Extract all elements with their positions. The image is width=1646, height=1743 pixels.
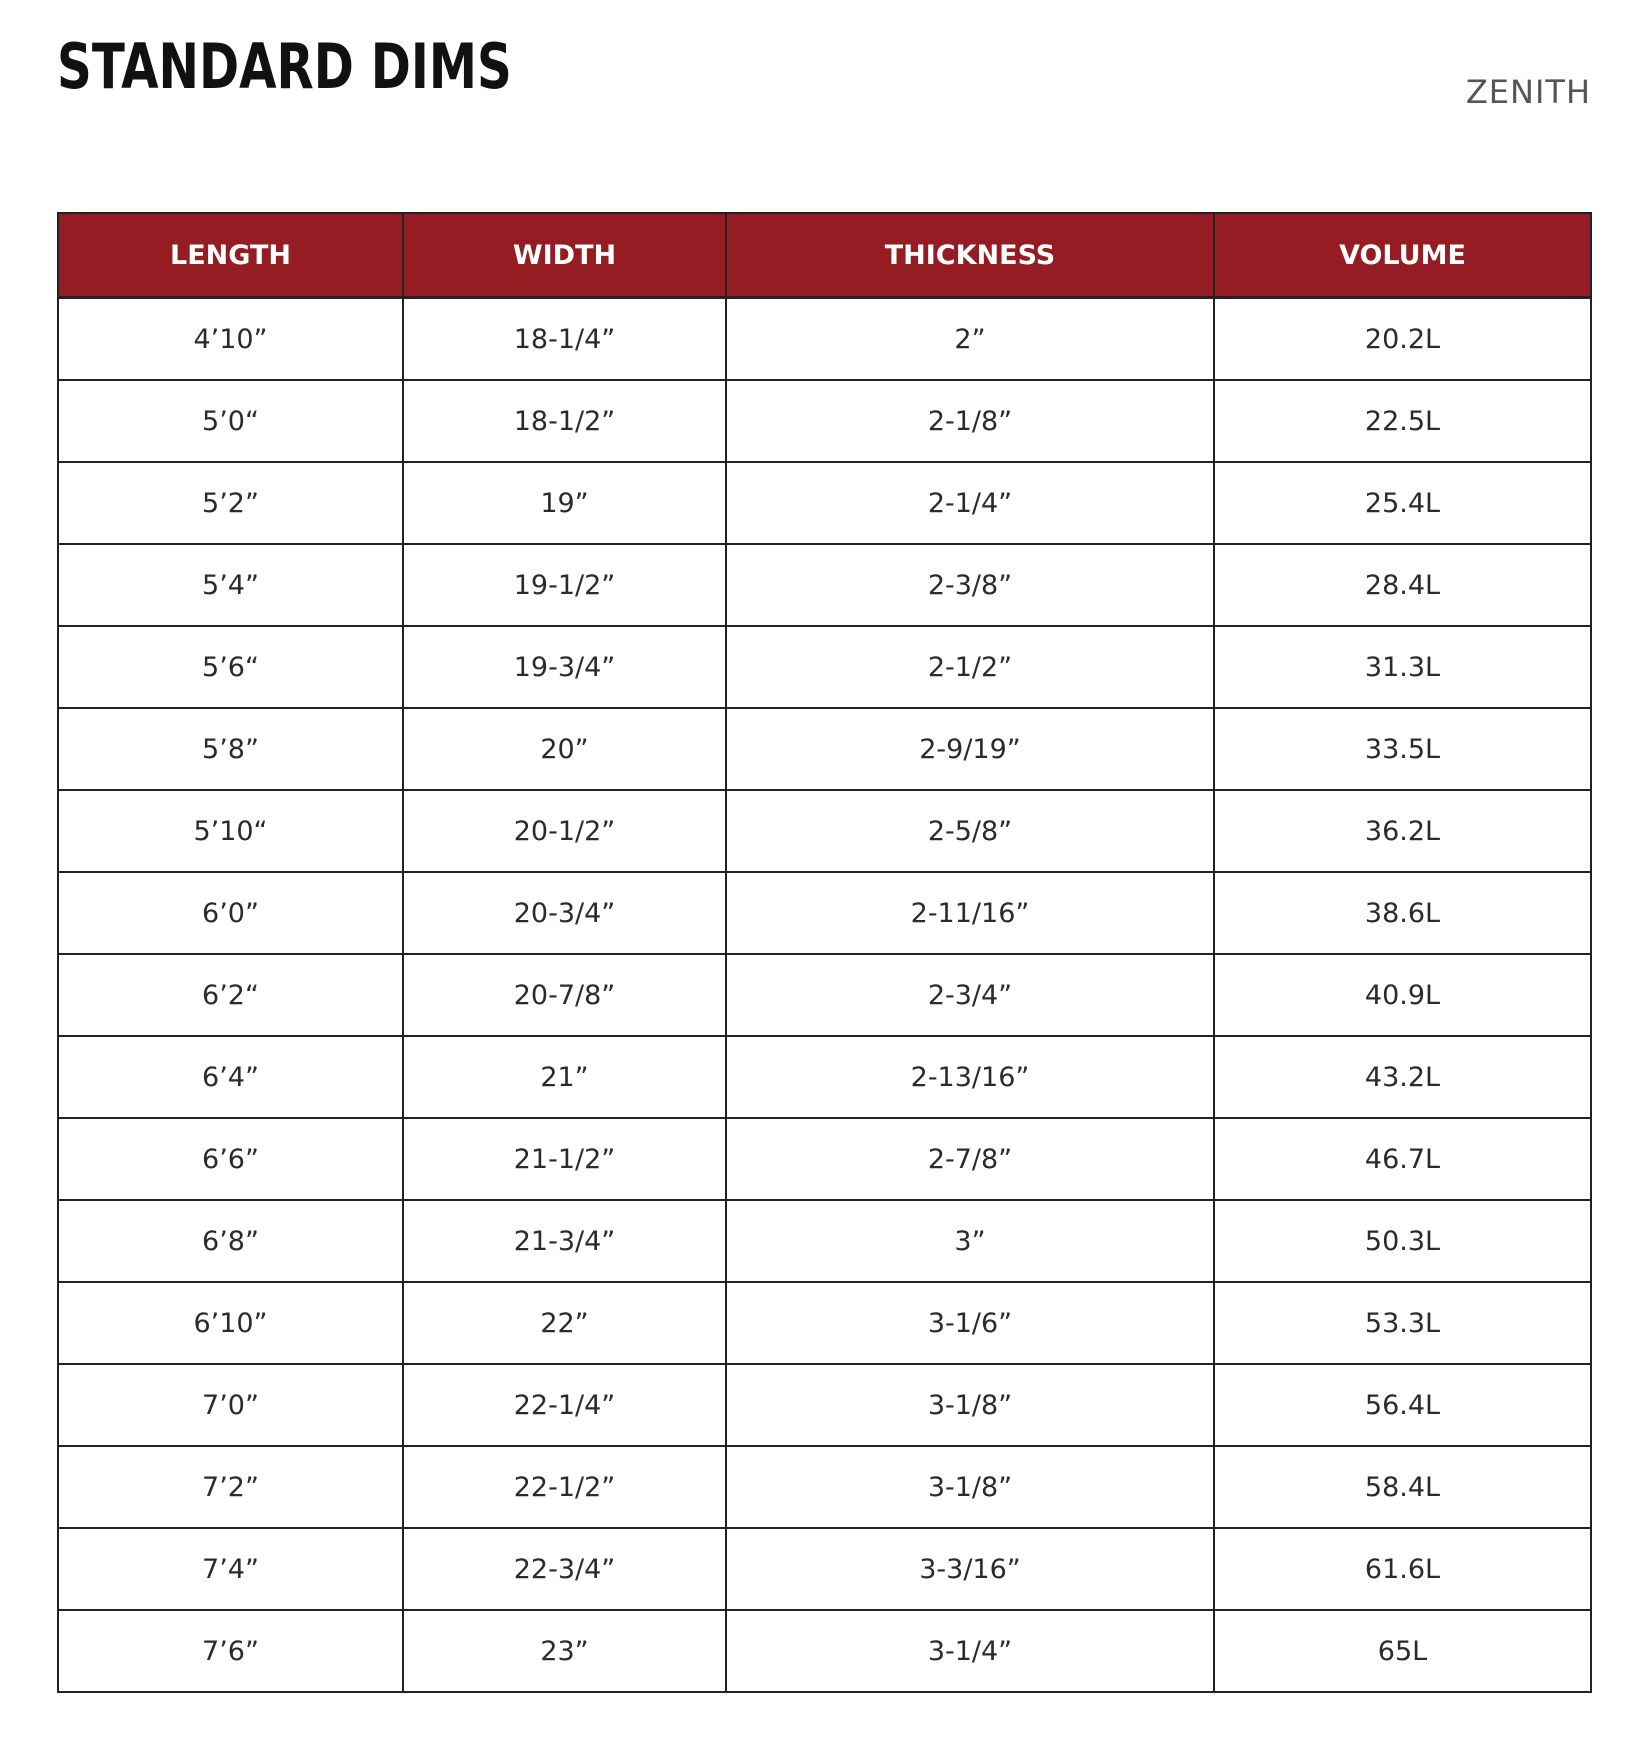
volume-cell: 22.5L [1214, 380, 1591, 462]
length-cell: 5’10“ [58, 790, 403, 872]
model-name: ZENITH [1465, 73, 1591, 111]
table-row [58, 872, 1591, 954]
width-cell: 19-3/4” [403, 626, 726, 708]
volume-cell: 56.4L [1214, 1364, 1591, 1446]
thickness-cell: 2-1/2” [726, 626, 1214, 708]
table-row [58, 1528, 1591, 1610]
width-cell: 21-3/4” [403, 1200, 726, 1282]
length-cell: 7’0” [58, 1364, 403, 1446]
volume-cell: 25.4L [1214, 462, 1591, 544]
table-row [58, 298, 1591, 381]
length-cell: 6’4” [58, 1036, 403, 1118]
width-cell: 22-1/4” [403, 1364, 726, 1446]
thickness-cell: 2-3/4” [726, 954, 1214, 1036]
length-cell: 5’0“ [58, 380, 403, 462]
length-cell: 5’4” [58, 544, 403, 626]
volume-cell: 65L [1214, 1610, 1591, 1692]
volume-cell: 43.2L [1214, 1036, 1591, 1118]
table-header-row [58, 213, 1591, 298]
volume-cell: 31.3L [1214, 626, 1591, 708]
volume-cell: 33.5L [1214, 708, 1591, 790]
thickness-cell: 3-1/4” [726, 1610, 1214, 1692]
volume-cell: 38.6L [1214, 872, 1591, 954]
thickness-cell: 3” [726, 1200, 1214, 1282]
table-row [58, 954, 1591, 1036]
thickness-cell: 2-5/8” [726, 790, 1214, 872]
thickness-cell: 3-1/8” [726, 1364, 1214, 1446]
length-cell: 5’2” [58, 462, 403, 544]
column-header-width: WIDTH [403, 213, 726, 298]
thickness-cell: 2-13/16” [726, 1036, 1214, 1118]
width-cell: 18-1/2” [403, 380, 726, 462]
width-cell: 18-1/4” [403, 298, 726, 381]
length-cell: 5’6“ [58, 626, 403, 708]
length-cell: 7’4” [58, 1528, 403, 1610]
length-cell: 6’2“ [58, 954, 403, 1036]
table-row [58, 708, 1591, 790]
thickness-cell: 2-1/8” [726, 380, 1214, 462]
width-cell: 21-1/2” [403, 1118, 726, 1200]
length-cell: 7’6” [58, 1610, 403, 1692]
thickness-cell: 2-3/8” [726, 544, 1214, 626]
width-cell: 21” [403, 1036, 726, 1118]
width-cell: 20-7/8” [403, 954, 726, 1036]
thickness-cell: 3-3/16” [726, 1528, 1214, 1610]
length-cell: 6’10” [58, 1282, 403, 1364]
table-row [58, 462, 1591, 544]
length-cell: 6’8” [58, 1200, 403, 1282]
length-cell: 5’8” [58, 708, 403, 790]
thickness-cell: 3-1/6” [726, 1282, 1214, 1364]
width-cell: 20” [403, 708, 726, 790]
table-row [58, 544, 1591, 626]
table-body [58, 298, 1591, 1693]
length-cell: 7’2” [58, 1446, 403, 1528]
table-row [58, 1610, 1591, 1692]
thickness-cell: 2-11/16” [726, 872, 1214, 954]
width-cell: 19” [403, 462, 726, 544]
volume-cell: 36.2L [1214, 790, 1591, 872]
width-cell: 23” [403, 1610, 726, 1692]
thickness-cell: 2” [726, 298, 1214, 381]
volume-cell: 53.3L [1214, 1282, 1591, 1364]
volume-cell: 61.6L [1214, 1528, 1591, 1610]
table-row [58, 1282, 1591, 1364]
table-row [58, 1364, 1591, 1446]
thickness-cell: 2-7/8” [726, 1118, 1214, 1200]
table-row [58, 1200, 1591, 1282]
volume-cell: 20.2L [1214, 298, 1591, 381]
table-row [58, 380, 1591, 462]
width-cell: 20-1/2” [403, 790, 726, 872]
volume-cell: 28.4L [1214, 544, 1591, 626]
column-header-thickness: THICKNESS [726, 213, 1214, 298]
dims-table [57, 212, 1592, 1693]
page-title: STANDARD DIMS [57, 30, 512, 103]
volume-cell: 50.3L [1214, 1200, 1591, 1282]
width-cell: 22-3/4” [403, 1528, 726, 1610]
table-row [58, 1118, 1591, 1200]
table-row [58, 790, 1591, 872]
length-cell: 6’0” [58, 872, 403, 954]
width-cell: 22” [403, 1282, 726, 1364]
length-cell: 6’6” [58, 1118, 403, 1200]
column-header-volume: VOLUME [1214, 213, 1591, 298]
width-cell: 20-3/4” [403, 872, 726, 954]
thickness-cell: 2-9/19” [726, 708, 1214, 790]
volume-cell: 46.7L [1214, 1118, 1591, 1200]
width-cell: 22-1/2” [403, 1446, 726, 1528]
table-row [58, 1036, 1591, 1118]
thickness-cell: 3-1/8” [726, 1446, 1214, 1528]
volume-cell: 58.4L [1214, 1446, 1591, 1528]
table-row [58, 1446, 1591, 1528]
length-cell: 4’10” [58, 298, 403, 381]
width-cell: 19-1/2” [403, 544, 726, 626]
volume-cell: 40.9L [1214, 954, 1591, 1036]
column-header-length: LENGTH [58, 213, 403, 298]
thickness-cell: 2-1/4” [726, 462, 1214, 544]
table-row [58, 626, 1591, 708]
